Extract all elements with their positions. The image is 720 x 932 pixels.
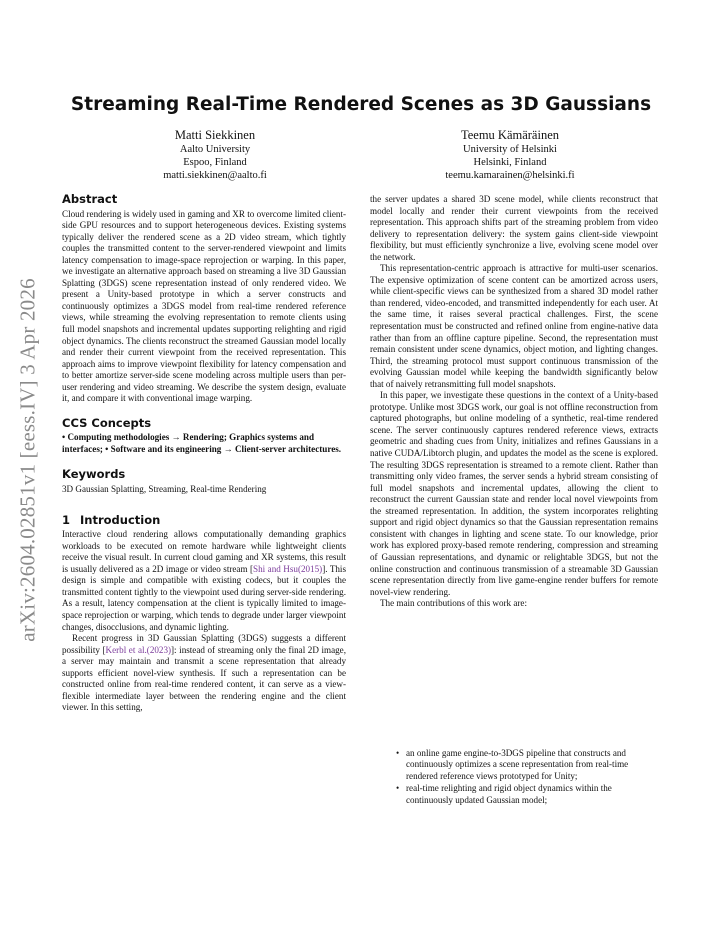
- ccs-text: • Computing methodologies → Rendering; Graphics systems and interfaces; • Software and its engineering → Client-server architectures.: [62, 432, 342, 454]
- abstract-heading: Abstract: [62, 192, 118, 206]
- author-location: Espoo, Finland: [183, 157, 247, 168]
- author-block-2: [400, 127, 620, 182]
- intro-paragraph-4: This representation-centric approach is attractive for multi-user scenarios. The expensive optimization of scene content can be amortized across users, while client-specific views can be synthesized from a shared 3D model rather than rendered, video-encoded, and transmitted independently for each user. At the same time, it raises several practical challenges. First, the scene representation must be constructed and refined online from engine-native data rather than from an offline capture pipeline. Second, the representation must remain consistent under scene dynamics, object motion, and lighting changes. Third, the streaming protocol must support continuous transmission of the evolving Gaussian model while keeping the bandwidth significantly below that of naively retransmitting full model snapshots.: [370, 263, 658, 389]
- list-item: • an online game engine-to-3DGS pipeline that constructs and continuously optimizes a scene representation from real-time rendered reference views prototyped for Unity;: [396, 747, 629, 781]
- right-column: [370, 194, 658, 807]
- contributions-list: [370, 748, 658, 807]
- author-email[interactable]: matti.siekkinen@aalto.fi: [163, 170, 267, 181]
- arxiv-identifier[interactable]: arXiv:2604.02851v1 [eess.IV] 3 Apr 2026: [15, 278, 40, 642]
- author-location: Helsinki, Finland: [473, 157, 547, 168]
- bullet-icon: •: [396, 747, 400, 758]
- keywords-heading: Keywords: [62, 467, 126, 482]
- citation-link[interactable]: Kerbl et al.(2023): [105, 644, 172, 655]
- intro-paragraph-2: Recent progress in 3D Gaussian Splatting (3DGS) suggests a different possibility [Kerbl et al.(2023)]: instead of streaming only the final 2D image, a server may maintain and transmit a scene representation that already supports efficient novel-view synthesis. If such a representation can be constructed online from real-time rendered content, it can serve as a view-flexible intermediate layer between the rendering engine and the client viewer. In this setting,: [62, 633, 346, 713]
- abstract-text: Cloud rendering is widely used in gaming and XR to overcome limited client-side GPU resources and to support heterogeneous devices. Existing systems typically deliver the rendered scene as a 2D video stream, which tightly couples the transmitted content to the server-rendered viewpoint and limits latency compensation to image-space reprojection or warping. In this paper, we investigate an alternative approach based on streaming a live 3D Gaussian Splatting (3DGS) scene representation instead of only rendered video. We present a Unity-based prototype in which a server constructs and continuously optimizes a 3DGS model from real-time rendered reference views, while streaming the evolving representation to remote clients using full model snapshots and incremental updates supporting relighting and rigid object dynamics. The clients reconstruct the streamed Gaussian model locally and render their current viewpoint from the received representation. This approach aims to improve viewpoint flexibility for latency compensation and to better amortize server-side scene modeling across multiple users than per-user rendering and video streaming. We describe the system design, evaluate it, and compare it with conventional image warping.: [62, 208, 346, 404]
- author-affiliation: Aalto University: [179, 144, 251, 155]
- arxiv-stamp: [8, 250, 48, 670]
- ccs-heading: CCS Concepts: [62, 415, 152, 430]
- bullet-icon: •: [396, 783, 400, 794]
- list-item: • real-time relighting and rigid object dynamics within the continuously updated Gaussian model;: [396, 783, 612, 805]
- intro-paragraph-3: the server updates a shared 3D scene model, while clients reconstruct that model locally and render their current viewpoints from the received representation. This approach shifts part of the streaming problem from video delivery to representation delivery: the system gains client-side viewpoint flexibility, but must efficiently synchronize a live, evolving scene model over the network.: [370, 194, 658, 262]
- contributions-intro: The main contributions of this work are:: [380, 598, 527, 609]
- left-column: [62, 194, 346, 714]
- author-email[interactable]: teemu.kamarainen@helsinki.fi: [445, 170, 575, 181]
- author-affiliation: University of Helsinki: [463, 144, 557, 155]
- citation-link[interactable]: Shi and Hsu(2015): [253, 563, 323, 574]
- intro-paragraph-5: In this paper, we investigate these questions in the context of a Unity-based prototype. Unlike most 3DGS work, our goal is not offline reconstruction from captured photographs, but online modeling of a synthetic, real-time rendered scene. The server continuously captures rendered reference views, extracts geometric and shading cues from Unity, initializes and refines Gaussians in a native CUDA/Libtorch plugin, and updates the model as the scene is explored. The resulting 3DGS representation is streamed to a remote client. Rather than transmitting only video frames, the server sends a hybrid stream consisting of full model snapshots and incremental updates, allowing the client to reconstruct the current Gaussian state and render local novel viewpoints from the streamed representation. In addition, the system incorporates relighting support and rigid object dynamics so that the Gaussian representation remains consistent with changes in lighting and scene state. To our knowledge, prior work has explored proxy-based remote rendering, compression and streaming of Gaussian representations, and dynamic or relightable 3DGS, but not the online construction and continuous transmission of a streamable 3D Gaussian scene representation directly from live game-engine render buffers for remote novel-view rendering.: [370, 390, 658, 597]
- section-number: 1: [62, 512, 71, 527]
- author-name: Teemu Kämäräinen: [460, 128, 560, 142]
- intro-paragraph-1: Interactive cloud rendering allows computationally demanding graphics workloads to be executed on remote hardware while lightweight clients receive the visual result. In current cloud gaming and XR systems, this result is usually delivered as a 2D image or video stream [Shi and Hsu(2015)]. This design is simple and compatible with existing codecs, but it couples the transmitted content tightly to the viewpoint used during server-side rendering. As a result, latency compensation at the client is typically limited to image-space reprojection or warping, which tends to degrade under larger viewpoint changes, disocclusions, and dynamic lighting.: [62, 529, 346, 632]
- section-title: Introduction: [80, 512, 161, 527]
- paper-title: Streaming Real-Time Rendered Scenes as 3D Gaussians: [70, 94, 652, 115]
- author-name: Matti Siekkinen: [174, 128, 256, 142]
- keywords-text: 3D Gaussian Splatting, Streaming, Real-time Rendering: [62, 484, 267, 495]
- introduction-heading: [62, 512, 346, 527]
- author-block-1: [110, 127, 320, 182]
